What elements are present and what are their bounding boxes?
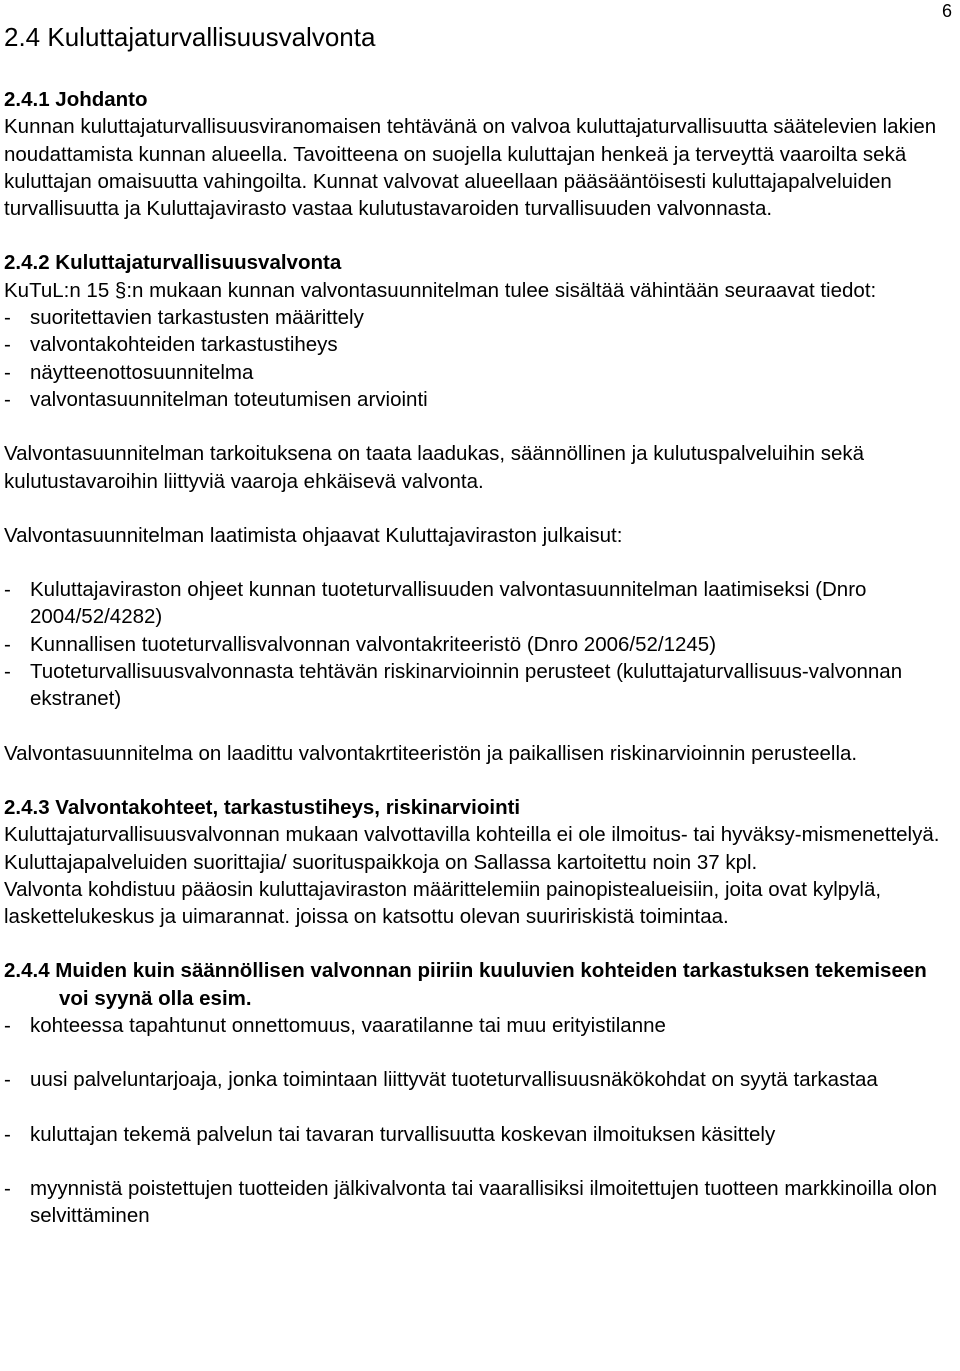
paragraph-focus: Valvonta kohdistuu pääosin kuluttajaviraston määrittelemiin painopistealueisiin, joita ovat kylpylä, laskettelukeskus ja uimarannat. joissa on katsottu olevan suuririskistä toimintaa. bbox=[4, 877, 882, 929]
paragraph-targets: Kuluttajaturvallisuusvalvonnan mukaan valvottavilla kohteilla ei ole ilmoitus- tai hyväksy-mismenettelyä. Kuluttajapalveluiden suorittajia/ suorituspaikkoja on Sallassa kartoitettu noin 37 kpl. bbox=[4, 823, 940, 874]
list-item: - uusi palveluntarjoaja, jonka toimintaan liittyvät tuoteturvallisuusnäkökohdat on syytä tarkastaa bbox=[4, 1068, 878, 1092]
heading-2-4-3: 2.4.3 Valvontakohteet, tarkastustiheys, riskinarviointi bbox=[4, 795, 521, 819]
paragraph-basis: Valvontasuunnitelma on laadittu valvontakrtiteeristön ja paikallisen riskinarvioinnin perusteella. bbox=[4, 741, 858, 765]
list-item: - Tuoteturvallisuusvalvonnasta tehtävän riskinarvioinnin perusteet (kuluttajaturvallisuus-valvonnan ekstranet) bbox=[4, 660, 903, 711]
paragraph-kutul-intro: KuTuL:n 15 §:n mukaan kunnan valvontasuunnitelman tulee sisältää vähintään seuraavat tiedot: bbox=[4, 278, 877, 302]
requirements-list bbox=[4, 304, 954, 413]
publications-list bbox=[4, 576, 954, 712]
paragraph-purpose: Valvontasuunnitelman tarkoituksena on taata laadukas, säännöllinen ja kulutuspalveluihin sekä kulutustavaroihin liittyviä vaaroja ehkäisevä valvonta. bbox=[4, 442, 865, 493]
list-item: - kuluttajan tekemä palvelun tai tavaran turvallisuutta koskevan ilmoituksen käsittely bbox=[4, 1122, 776, 1146]
list-item: - suoritettavien tarkastusten määrittely bbox=[4, 306, 364, 330]
list-item: - kohteessa tapahtunut onnettomuus, vaaratilanne tai muu erityistilanne bbox=[4, 1014, 666, 1038]
paragraph-publications-intro: Valvontasuunnitelman laatimista ohjaavat Kuluttajaviraston julkaisut: bbox=[4, 523, 623, 547]
list-item: - valvontakohteiden tarkastustiheys bbox=[4, 333, 338, 357]
section-title: 2.4 Kuluttajaturvallisuusvalvonta bbox=[4, 22, 376, 52]
reasons-list bbox=[4, 1012, 954, 1229]
list-item: - näytteenottosuunnitelma bbox=[4, 360, 254, 384]
heading-2-4-4: 2.4.4 Muiden kuin säännöllisen valvonnan piiriin kuuluvien kohteiden tarkastuksen tekemiseen voi syynä olla esim. bbox=[4, 959, 927, 1010]
heading-2-4-2: 2.4.2 Kuluttajaturvallisuusvalvonta bbox=[4, 251, 342, 275]
heading-2-4-1: 2.4.1 Johdanto bbox=[4, 88, 148, 111]
document-body bbox=[4, 20, 954, 1230]
list-item: - valvontasuunnitelman toteutumisen arviointi bbox=[4, 387, 428, 411]
list-item: - Kunnallisen tuoteturvallisvalvonnan valvontakriteeristö (Dnro 2006/52/1245) bbox=[4, 632, 717, 656]
list-item: - myynnistä poistettujen tuotteiden jälkivalvonta tai vaarallisiksi ilmoitettujen tuotteen markkinoilla olon selvittäminen bbox=[4, 1176, 938, 1228]
paragraph-johdanto: Kunnan kuluttajaturvallisuusviranomaisen tehtävänä on valvoa kuluttajaturvallisuutta säätelevien lakien noudattamista kunnan alueella. Tavoitteena on suojella kuluttajan henkeä ja terveyttä vaaroilta sekä kuluttajan omaisuutta vahingoilta. Kunnat valvovat alueellaan pääsääntöisesti kuluttajapalveluiden turvallisuutta ja Kuluttajavirasto vastaa kulutustavaroiden turvallisuuden valvonnasta. bbox=[4, 115, 937, 221]
list-item: - Kuluttajaviraston ohjeet kunnan tuoteturvallisuuden valvontasuunnitelman laatimiseksi (Dnro 2004/52/4282) bbox=[4, 578, 867, 629]
page-number: 6 bbox=[941, 1, 952, 21]
